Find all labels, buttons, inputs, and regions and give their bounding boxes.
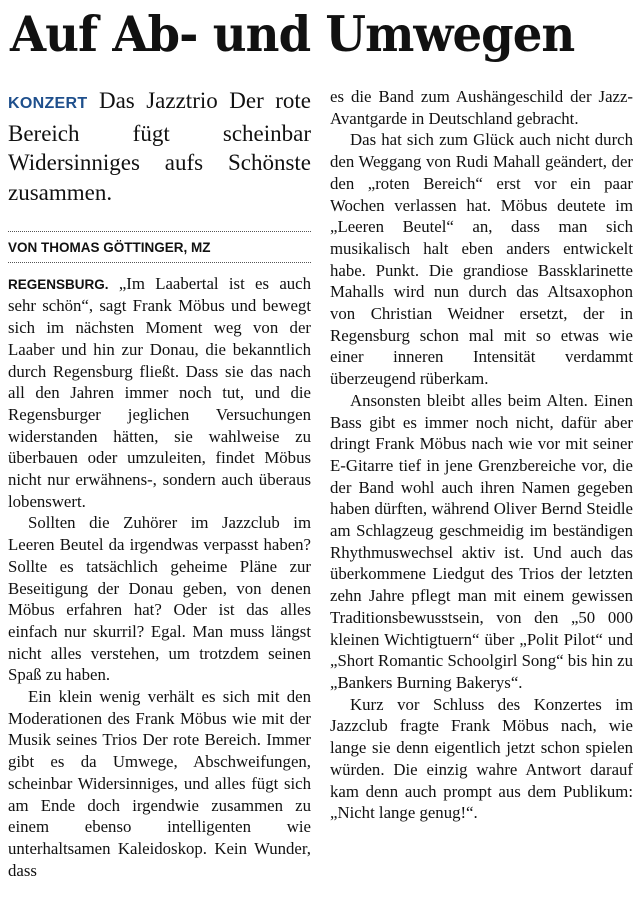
paragraph-2: Sollten die Zuhörer im Jazzclub im Leeren Beutel da irgendwas verpasst haben? Sollte es tatsächlich geheime Pläne zur Beseitigung der Donau geben, von denen Möbus erfahren hat? Oder ist das alles einfach nur skurril? Egal. Man muss längst nicht alles verstehen, um trotzdem seinen Spaß zu haben. — [8, 513, 311, 685]
paragraph-4: Das hat sich zum Glück auch nicht durch den Weggang von Rudi Mahall geändert, der den „roten Bereich“ erst vor ein paar Wochen verlassen hat. Möbus deutete im „Leeren Beutel“ an, dass man sich musikalisch halt eben anders entwickelt habe. Punkt. Die grandiose Bassklarinette Mahalls wird nun durch das Altsaxophon von Christian Weidner ersetzt, der in Regensburg schon mal mit so etwas wie einer inneren Intensität verdammt überzeugend rüberkam. — [330, 130, 633, 389]
headline: Auf Ab- und Umwegen — [10, 5, 575, 63]
byline: VON THOMAS GÖTTINGER, MZ — [8, 240, 211, 255]
teaser-text: Das Jazztrio Der rote Bereich fügt scheinbar Widersinniges aufs Schönste zusammen. — [8, 88, 311, 205]
byline-box — [8, 231, 311, 263]
teaser — [8, 86, 311, 207]
left-column — [8, 86, 311, 881]
paragraph-5: Ansonsten bleibt alles beim Alten. Einen Bass gibt es immer noch nicht, dafür aber dringt Frank Möbus nach wie vor mit seiner E-Gitarre tief in jene Grenzbereiche vor, die der Band wohl auch ihren Namen gegeben haben dürften, während Oliver Bernd Steidle am Schlagzeug geschmeidig im beständigen Rhythmuswechsel aktiv ist. Und auch das überkommene Liedgut des Trios der letzten zehn Jahre pflegt man mit einem gewissen Traditionsbewusstsein, von den „50 000 kleinen Wichtigtuern“ über „Polit Pilot“ und „Short Romantic Schoolgirl Song“ bis hin zu „Bankers Burning Bakerys“. — [330, 390, 633, 692]
paragraph-3: Ein klein wenig verhält es sich mit den Moderationen des Frank Möbus wie mit der Musik seines Trios Der rote Bereich. Immer gibt es da Umwege, Abschweifungen, scheinbar Widersinniges, und alles fügt sich am Ende doch irgendwie zusammen zu einem ebenso intelligenten wie unterhaltsamen Kaleidoskop. Kein Wunder, dass — [8, 687, 311, 880]
paragraph-6: Kurz vor Schluss des Konzertes im Jazzclub fragte Frank Möbus nach, wie lange sie denn eigentlich jetzt schon spielen würden. Die einzig wahre Antwort darauf kam denn auch prompt aus dem Publikum: „Nicht lange genug!“. — [330, 694, 633, 823]
article-body-left — [8, 273, 311, 882]
dateline: REGENSBURG. — [8, 276, 109, 292]
paragraph-1-text: „Im Laabertal ist es auch sehr schön“, sagt Frank Möbus und bewegt sich im nächsten Moment weg von der Laaber und hin zur Donau, die bekanntlich durch Regensburg fließt. Dass sie das nach all den Jahren immer noch tut, und die Regensburger jeglichen Versuchungen widerstanden hätten, sie wahlweise zu überbauen oder umzuleiten, findet Möbus nicht nur erwähnens-, sondern auch überaus lobenswert. — [8, 273, 311, 511]
paragraph-3-continued: es die Band zum Aushängeschild der Jazz-Avantgarde in Deutschland gebracht. — [330, 87, 633, 128]
paragraph-1 — [8, 273, 311, 513]
right-column — [330, 86, 633, 824]
kicker: KONZERT — [8, 95, 88, 112]
